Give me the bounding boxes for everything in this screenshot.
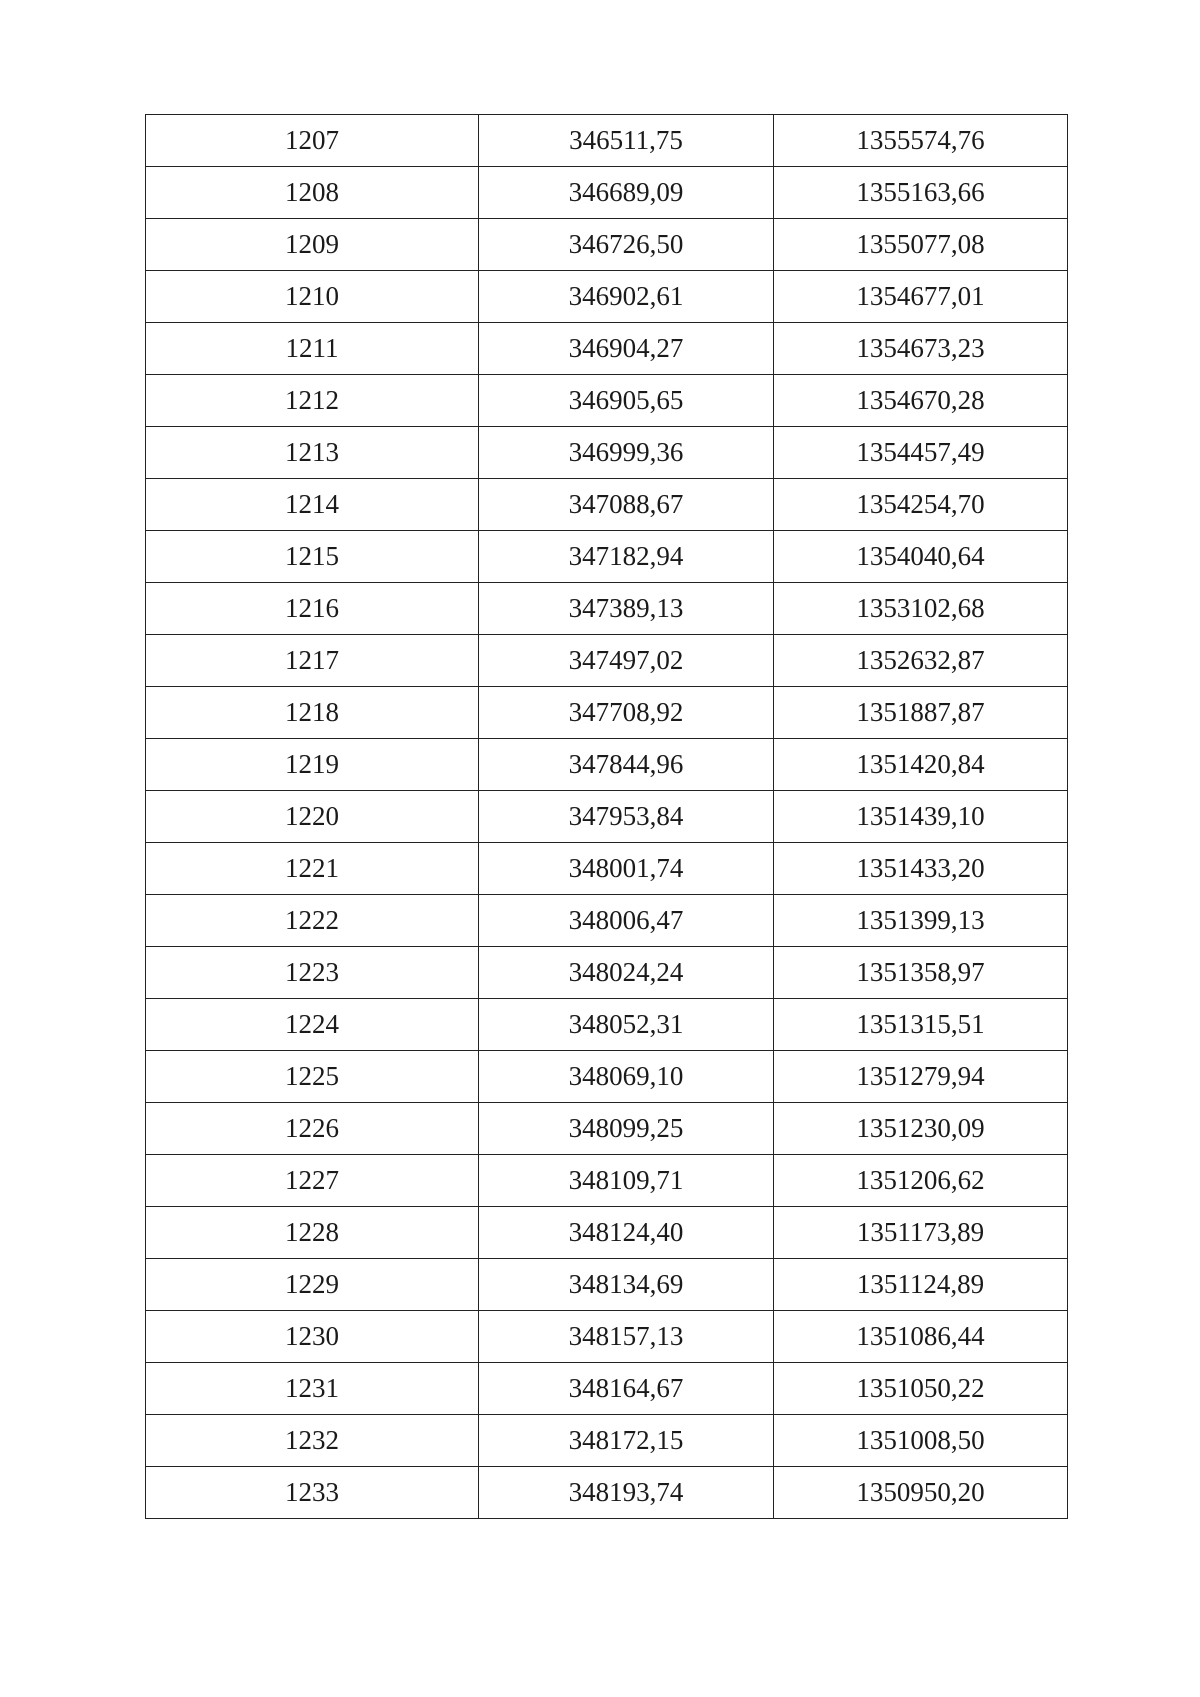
point-number-cell: 1217 [146,635,479,687]
x-coordinate-cell: 348193,74 [479,1467,774,1519]
point-number-cell: 1223 [146,947,479,999]
point-number-cell: 1218 [146,687,479,739]
y-coordinate-cell: 1351124,89 [774,1259,1068,1311]
point-number-cell: 1220 [146,791,479,843]
y-coordinate-cell: 1351315,51 [774,999,1068,1051]
y-coordinate-cell: 1355574,76 [774,115,1068,167]
coordinates-table [145,114,1068,1519]
y-coordinate-cell: 1355077,08 [774,219,1068,271]
y-coordinate-cell: 1354457,49 [774,427,1068,479]
point-number-cell: 1229 [146,1259,479,1311]
table-row [146,791,1068,843]
point-number-cell: 1214 [146,479,479,531]
x-coordinate-cell: 346726,50 [479,219,774,271]
point-number-cell: 1212 [146,375,479,427]
y-coordinate-cell: 1353102,68 [774,583,1068,635]
point-number-cell: 1221 [146,843,479,895]
y-coordinate-cell: 1351887,87 [774,687,1068,739]
table-row [146,739,1068,791]
table-row [146,1103,1068,1155]
y-coordinate-cell: 1351008,50 [774,1415,1068,1467]
y-coordinate-cell: 1351439,10 [774,791,1068,843]
x-coordinate-cell: 346511,75 [479,115,774,167]
table-row [146,479,1068,531]
x-coordinate-cell: 347844,96 [479,739,774,791]
x-coordinate-cell: 348157,13 [479,1311,774,1363]
point-number-cell: 1228 [146,1207,479,1259]
point-number-cell: 1227 [146,1155,479,1207]
point-number-cell: 1216 [146,583,479,635]
y-coordinate-cell: 1351230,09 [774,1103,1068,1155]
x-coordinate-cell: 347497,02 [479,635,774,687]
point-number-cell: 1208 [146,167,479,219]
x-coordinate-cell: 348109,71 [479,1155,774,1207]
x-coordinate-cell: 348172,15 [479,1415,774,1467]
x-coordinate-cell: 348134,69 [479,1259,774,1311]
point-number-cell: 1209 [146,219,479,271]
y-coordinate-cell: 1351173,89 [774,1207,1068,1259]
x-coordinate-cell: 348024,24 [479,947,774,999]
table-row [146,531,1068,583]
y-coordinate-cell: 1351206,62 [774,1155,1068,1207]
point-number-cell: 1230 [146,1311,479,1363]
x-coordinate-cell: 347708,92 [479,687,774,739]
point-number-cell: 1207 [146,115,479,167]
table-row [146,1363,1068,1415]
table-row [146,1311,1068,1363]
x-coordinate-cell: 348164,67 [479,1363,774,1415]
y-coordinate-cell: 1355163,66 [774,167,1068,219]
point-number-cell: 1215 [146,531,479,583]
x-coordinate-cell: 346689,09 [479,167,774,219]
x-coordinate-cell: 346999,36 [479,427,774,479]
y-coordinate-cell: 1354673,23 [774,323,1068,375]
y-coordinate-cell: 1351086,44 [774,1311,1068,1363]
table-row [146,1259,1068,1311]
point-number-cell: 1210 [146,271,479,323]
table-row [146,271,1068,323]
y-coordinate-cell: 1350950,20 [774,1467,1068,1519]
table-row [146,583,1068,635]
x-coordinate-cell: 348006,47 [479,895,774,947]
y-coordinate-cell: 1351420,84 [774,739,1068,791]
y-coordinate-cell: 1354670,28 [774,375,1068,427]
y-coordinate-cell: 1351279,94 [774,1051,1068,1103]
x-coordinate-cell: 348001,74 [479,843,774,895]
x-coordinate-cell: 346902,61 [479,271,774,323]
point-number-cell: 1211 [146,323,479,375]
x-coordinate-cell: 347953,84 [479,791,774,843]
y-coordinate-cell: 1351399,13 [774,895,1068,947]
point-number-cell: 1225 [146,1051,479,1103]
y-coordinate-cell: 1351050,22 [774,1363,1068,1415]
x-coordinate-cell: 347088,67 [479,479,774,531]
x-coordinate-cell: 348124,40 [479,1207,774,1259]
point-number-cell: 1224 [146,999,479,1051]
table-row [146,843,1068,895]
x-coordinate-cell: 348099,25 [479,1103,774,1155]
point-number-cell: 1213 [146,427,479,479]
table-row [146,947,1068,999]
point-number-cell: 1219 [146,739,479,791]
x-coordinate-cell: 347182,94 [479,531,774,583]
x-coordinate-cell: 346905,65 [479,375,774,427]
y-coordinate-cell: 1354254,70 [774,479,1068,531]
table-row [146,115,1068,167]
table-row [146,1467,1068,1519]
table-row [146,427,1068,479]
y-coordinate-cell: 1351358,97 [774,947,1068,999]
point-number-cell: 1222 [146,895,479,947]
x-coordinate-cell: 346904,27 [479,323,774,375]
x-coordinate-cell: 347389,13 [479,583,774,635]
table-row [146,635,1068,687]
y-coordinate-cell: 1354677,01 [774,271,1068,323]
coordinates-table-body [146,115,1068,1519]
point-number-cell: 1233 [146,1467,479,1519]
table-row [146,999,1068,1051]
point-number-cell: 1226 [146,1103,479,1155]
table-row [146,375,1068,427]
table-row [146,219,1068,271]
table-row [146,895,1068,947]
x-coordinate-cell: 348052,31 [479,999,774,1051]
table-row [146,1207,1068,1259]
y-coordinate-cell: 1352632,87 [774,635,1068,687]
y-coordinate-cell: 1351433,20 [774,843,1068,895]
table-row [146,1051,1068,1103]
table-row [146,687,1068,739]
y-coordinate-cell: 1354040,64 [774,531,1068,583]
table-row [146,323,1068,375]
table-row [146,1415,1068,1467]
table-row [146,1155,1068,1207]
point-number-cell: 1232 [146,1415,479,1467]
table-row [146,167,1068,219]
point-number-cell: 1231 [146,1363,479,1415]
x-coordinate-cell: 348069,10 [479,1051,774,1103]
